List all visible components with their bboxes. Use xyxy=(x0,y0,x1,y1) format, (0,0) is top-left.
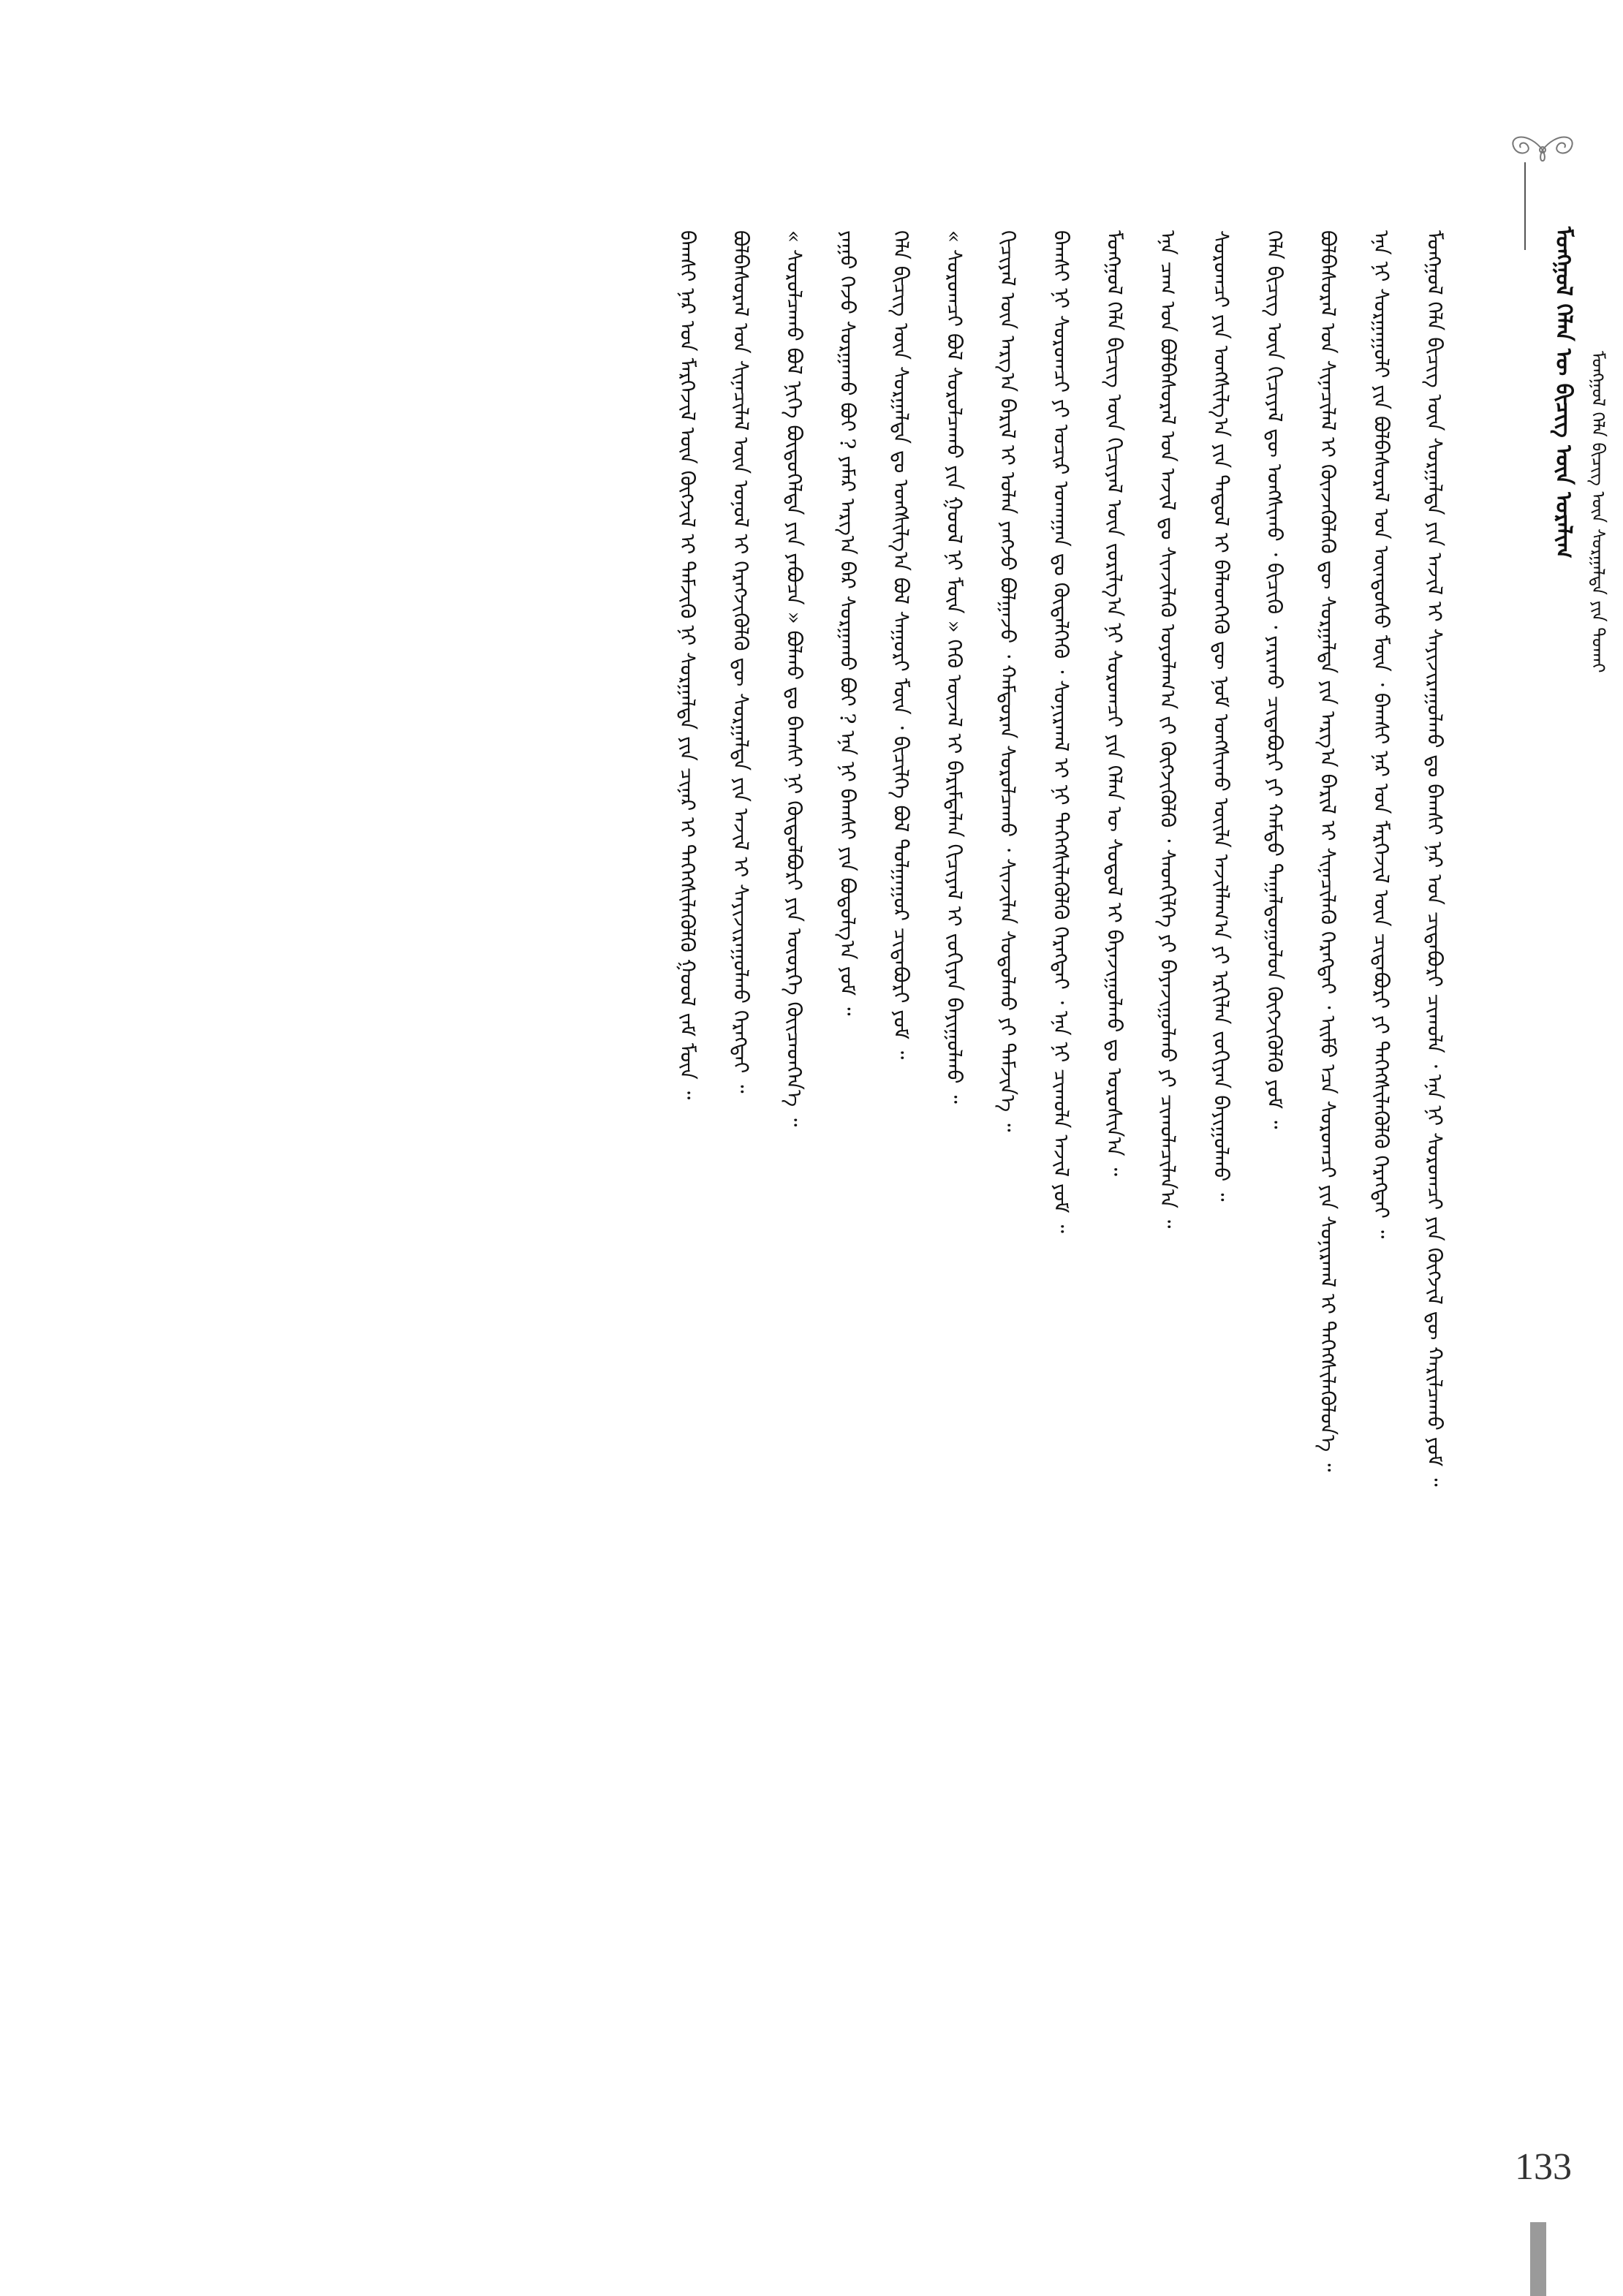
text-column: ᠪᠣᠯᠪᠠᠰᠤᠷᠠᠯ ᠤᠨ ᠰᠢᠨᠡᠴᠢᠯᠡᠯ ᠢ ᠭᠦᠨᠵᠡᠭᠦᠯᠡᠬᠦ ᠳᠦ ᠰᠤᠷᠭᠠᠯᠲᠠ ᠶᠢᠨ ᠠᠷᠭ᠎ᠠ ᠪᠠᠷᠢᠯ ᠢ ᠰᠢᠨᠡᠴᠢᠯᠡᠬᠦ ᠬᠡᠷᠡᠭᠲᠡᠢ ᠂ ᠡᠢᠮᠤ ᠡᠴᠡ ᠰᠤᠷᠤᠭᠴᠢ ᠶᠢᠨ ᠰᠣᠨᠢᠷᠬᠠᠯ ᠢ ᠳᠡᠭᠡᠭᠰᠢᠯᠡᠭᠦᠯᠦᠨ᠎ᠡ ᠃ xyxy=(1316,230,1340,1472)
page-number: 133 xyxy=(1515,2146,1572,2188)
running-head-title: ᠮᠣᠩᠭᠣᠯ ᠬᠡᠯᠡᠨ ᠦ ᠪᠢᠴᠢᠭ᠌ ᠦᠨ ᠤᠷᠠᠯᠢᠭ xyxy=(1551,227,1576,558)
text-column: « ᠰᠤᠷᠤᠭᠴᠢ ᠪᠣᠯ ᠰᠤᠷᠤᠯᠴᠠᠬᠤ ᠶᠢᠨ ᠭᠣᠣᠯ ᠨᠢ ᠮᠥᠨ » ᠭᠡᠬᠦ ᠦᠵᠡᠯ ᠢ ᠪᠠᠷᠢᠮᠲᠠᠯᠠᠨ ᠬᠢᠴᠢᠶᠡᠯ ᠢ ᠵᠣᠬᠢᠶᠠᠨ ᠪᠠᠶᠢᠭᠤᠯᠬᠤ ᠃ xyxy=(942,230,966,1104)
text-column: ᠡᠨᠡ ᠨᠢ ᠰᠤᠷᠭᠠᠭᠤᠯᠢ ᠶᠢᠨ ᠪᠣᠯᠪᠠᠰᠤᠷᠠᠯ ᠤᠨ ᠦᠨᠳᠦᠰᠦ ᠮᠥᠨ ᠂ ᠪᠠᠭᠰᠢ ᠨᠠᠷ ᠤᠨ ᠮᠡᠷᠭᠡᠵᠢᠯ ᠦᠨ ᠴᠢᠳᠠᠪᠦᠷᠢ ᠶᠢ ᠳᠡᠭᠡᠭᠰᠢᠯᠡᠭᠦᠯᠬᠦ ᠬᠡᠷᠡᠭᠲᠡᠢ ᠃ xyxy=(1369,230,1393,1239)
text-column: ᠬᠢᠴᠢᠶᠡᠯ ᠦᠨ ᠠᠷᠭ᠎ᠠ ᠪᠠᠷᠢᠯ ᠢ ᠣᠯᠠᠨ ᠶᠠᠩᠵᠤ ᠪᠣᠯᠭᠠᠵᠤ ᠂ ᠬᠠᠮᠲᠤᠷᠠᠨ ᠰᠤᠷᠤᠯᠴᠠᠬᠤ ᠂ ᠰᠢᠨᠵᠢᠯᠡᠨ ᠰᠤᠳᠤᠯᠬᠤ ᠶᠢ ᠳᠡᠮᠵᠢᠨ᠎ᠡ ᠃ xyxy=(996,230,1020,1132)
text-column: ᠪᠠᠭᠰᠢ ᠨᠠᠷ ᠤᠨ ᠮᠡᠷᠭᠡᠵᠢᠯ ᠦᠨ ᠬᠥᠭᠵᠢᠯ ᠢ ᠳᠡᠮᠵᠢᠬᠦ ᠨᠢ ᠰᠤᠷᠭᠠᠯᠲᠠ ᠶᠢᠨ ᠴᠢᠨᠠᠷ ᠢ ᠳᠡᠭᠡᠭᠰᠢᠯᠡᠭᠦᠯᠬᠦ ᠭᠣᠣᠯ ᠵᠠᠮ ᠮᠥᠨ ᠃ xyxy=(676,230,700,1100)
text-column: ᠰᠤᠷᠤᠭᠴᠢ ᠶᠢᠨ ᠤᠩᠰᠢᠯᠭ᠎ᠠ ᠶᠢᠨ ᠳᠠᠳᠤᠯ ᠢ ᠪᠡᠯᠡᠳᠬᠡᠬᠦ ᠳᠦ ᠨᠣᠮ ᠤᠩᠰᠢᠬᠤ ᠦᠢᠯᠡ ᠠᠵᠢᠯᠯᠠᠭ᠎ᠠ ᠶᠢ ᠡᠷᠬᠢᠯᠡᠨ ᠵᠣᠬᠢᠶᠠᠨ ᠪᠠᠶᠢᠭᠤᠯᠬᠤ ᠃ xyxy=(1209,230,1233,1202)
text-column: ᠪᠠᠭᠰᠢ ᠨᠢ ᠰᠤᠷᠤᠭᠴᠢ ᠶᠢ ᠤᠴᠢᠷ ᠤᠬᠠᠭᠠᠨ ᠳᠤ ᠬᠥᠳᠡᠯᠭᠡᠬᠦ ᠂ ᠰᠣᠨᠢᠷᠬᠠᠯ ᠢ ᠨᠢ ᠳᠡᠭᠡᠭᠰᠢᠯᠡᠭᠦᠯᠬᠦ ᠬᠡᠷᠡᠭᠲᠡᠢ ᠂ ᠡᠨᠡ ᠨᠢ ᠴᠢᠬᠤᠯᠠ ᠠᠵᠢᠯ ᠶᠤᠮ ᠃ xyxy=(1049,230,1073,1233)
text-column: « ᠰᠤᠷᠤᠯᠴᠠᠬᠤ ᠪᠣᠯ ᠨᠢᠭᠡ ᠪᠦᠲᠦᠭᠡᠯᠲᠡ ᠶᠢᠨ ᠶᠠᠪᠤᠴᠠ » ᠪᠣᠯᠬᠤ ᠳᠤ ᠪᠠᠭᠰᠢ ᠨᠢ ᠬᠥᠲᠦᠯᠪᠦᠷᠢ ᠶᠢᠨ ᠦᠦᠷᠭᠡ ᠭᠦᠢᠴᠡᠳᠬᠡᠨ᠎ᠡ ᠃ xyxy=(782,230,806,1127)
text-column: ᠪᠣᠯᠪᠠᠰᠤᠷᠠᠯ ᠤᠨ ᠰᠢᠨᠡᠴᠢᠯᠡᠯ ᠦᠨ ᠣᠨᠣᠯ ᠢ ᠬᠡᠷᠡᠭᠵᠢᠭᠦᠯᠬᠦ ᠳᠦ ᠰᠤᠷᠭᠠᠯᠲᠠ ᠶᠢᠨ ᠠᠵᠢᠯ ᠢ ᠰᠠᠶᠢᠵᠢᠷᠠᠭᠤᠯᠬᠤ ᠬᠡᠷᠡᠭᠲᠡᠢ ᠃ xyxy=(729,230,753,1094)
text-column: ᠡᠨᠡ ᠴᠠᠭ ᠤᠨ ᠪᠣᠯᠪᠠᠰᠤᠷᠠᠯ ᠤᠨ ᠠᠵᠢᠯ ᠳᠤ ᠰᠢᠨᠵᠢᠯᠡᠬᠦ ᠤᠶᠤᠯᠠᠭ᠎ᠠ ᠵᠢ ᠬᠥᠭᠵᠢᠭᠦᠯᠬᠦ ᠂ ᠰᠡᠳᠬᠢᠯᠭᠡ ᠶᠢ ᠪᠠᠶᠠᠵᠢᠭᠤᠯᠬᠤ ᠶᠢ ᠴᠢᠬᠤᠯᠠᠴᠢᠯᠠᠨ᠎ᠠ ᠃ xyxy=(1156,230,1180,1229)
text-column: ᠮᠣᠩᠭᠣᠯ ᠬᠡᠯᠡ ᠪᠢᠴᠢᠭ ᠦᠨ ᠬᠢᠴᠢᠶᠡᠯ ᠦᠨ ᠵᠣᠷᠢᠯᠭ᠎ᠠ ᠨᠢ ᠰᠤᠷᠤᠭᠴᠢ ᠶᠢᠨ ᠬᠡᠯᠡᠨ ᠦ ᠰᠤᠳᠤᠯ ᠢ ᠪᠠᠶᠠᠵᠢᠭᠤᠯᠬᠤ ᠳᠤ ᠣᠷᠣᠰᠢᠨ᠎ᠠ ᠃ xyxy=(1102,230,1127,1176)
flourish-ornament-icon xyxy=(1499,124,1586,175)
header-rule xyxy=(1524,162,1526,250)
text-column: ᠬᠡᠯᠡ ᠪᠢᠴᠢᠭ ᠦᠨ ᠬᠢᠴᠢᠶᠡᠯ ᠳᠦ ᠤᠩᠰᠢᠬᠤ ᠂ ᠪᠢᠴᠢᠬᠦ ᠂ ᠶᠠᠷᠢᠬᠤ ᠴᠢᠳᠠᠪᠦᠷᠢ ᠶᠢ ᠬᠠᠮᠲᠤ ᠳᠠᠭᠠᠯᠳᠤᠭᠤᠯᠤᠨ ᠬᠥᠭᠵᠢᠭᠦᠯᠬᠦ ᠶᠤᠮ ᠃ xyxy=(1263,230,1287,1129)
text-column: ᠶᠠᠭᠤ ᠭᠡᠵᠦ ᠰᠤᠷᠭᠠᠬᠤ ᠪᠤᠢ ? ᠶᠠᠮᠠᠷ ᠠᠷᠭ᠎ᠠ ᠪᠠᠷ ᠰᠤᠷᠭᠠᠬᠤ ᠪᠤᠢ ? ᠡᠨᠡ ᠨᠢ ᠪᠠᠭᠰᠢ ᠶᠢᠨ ᠪᠣᠳᠤᠯᠭ᠎ᠠ ᠶᠤᠮ ᠃ xyxy=(836,230,860,1016)
text-column: ᠬᠡᠯᠡ ᠪᠢᠴᠢᠭ ᠦᠨ ᠰᠤᠷᠭᠠᠯᠲᠠ ᠳᠤ ᠤᠩᠰᠢᠯᠭ᠎ᠠ ᠪᠣᠯ ᠰᠠᠭᠤᠷᠢ ᠮᠥᠨ ᠂ ᠪᠢᠴᠢᠯᠭᠡ ᠪᠣᠯ ᠲᠤᠯᠭᠠᠭᠤᠷ ᠴᠢᠳᠠᠪᠦᠷᠢ ᠶᠤᠮ ᠃ xyxy=(889,230,913,1060)
page-edge-tab xyxy=(1530,2222,1546,2296)
text-column: ᠮᠣᠩᠭᠣᠯ ᠬᠡᠯᠡ ᠪᠢᠴᠢᠭ ᠦᠨ ᠰᠤᠷᠭᠠᠯᠲᠠ ᠶᠢᠨ ᠠᠵᠢᠯ ᠢ ᠰᠠᠶᠢᠵᠢᠷᠠᠭᠤᠯᠬᠤ ᠳᠤ ᠪᠠᠭᠰᠢ ᠨᠠᠷ ᠤᠨ ᠴᠢᠳᠠᠪᠦᠷᠢ ᠴᠢᠬᠤᠯᠠ ᠂ ᠡᠨᠡ ᠨᠢ ᠰᠤᠷᠤᠭᠴᠢ ᠶᠢᠨ ᠬᠥᠭᠵᠢᠯ ᠳᠦ ᠬᠠᠷᠢᠯᠴᠠᠬᠤ ᠶᠤᠮ ᠃ xyxy=(1423,230,1447,1487)
running-head-subtitle: ᠮᠣᠩᠭᠣᠯ ᠬᠡᠯᠡ ᠪᠢᠴᠢᠭ ᠦᠨ ᠰᠤᠷᠭᠠᠯᠲᠠ ᠶᠢᠨ ᠲᠤᠬᠠᠢ xyxy=(1588,351,1608,673)
